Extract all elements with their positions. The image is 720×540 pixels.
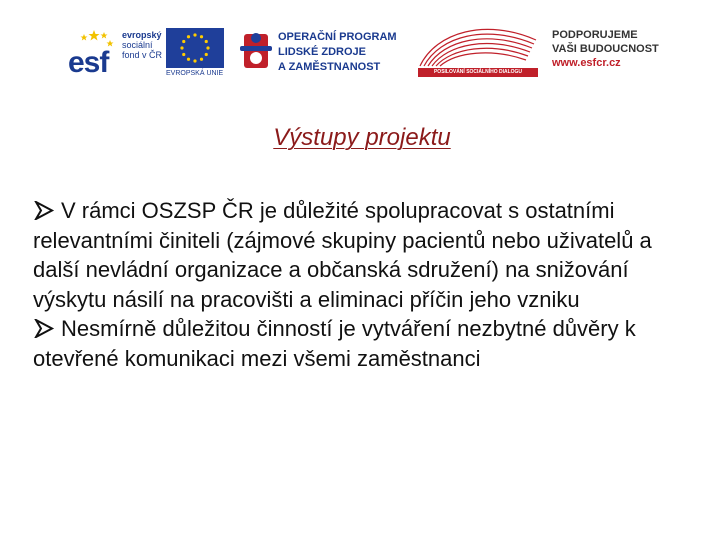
eu-star-icon: [187, 35, 190, 38]
op-lzz-logo: [238, 28, 408, 78]
op-lzz-text: [278, 30, 397, 75]
op-line-3: A ZAMĚSTNANOST: [278, 61, 381, 73]
bullet-text: Nesmírně důležitou činností je vytváření nezbytné důvěry k otevřené komunikaci mezi všemi zaměstnanci: [33, 316, 636, 371]
social-dialogue-logo: [416, 22, 540, 78]
eu-star-icon: [206, 46, 209, 49]
logo-bar: [0, 0, 720, 90]
eu-logo: [166, 28, 226, 80]
social-dialogue-label: POSILOVÁNÍ SOCIÁLNÍHO DIALOGU: [418, 68, 538, 77]
op-line-2: LIDSKÉ ZDROJE: [278, 46, 367, 58]
eu-star-icon: [205, 53, 208, 56]
bullet-item: [33, 196, 693, 314]
bullet-text: V rámci OSZSP ČR je důležité spolupracovat s ostatními relevantními činiteli (zájmové skupiny pacientů nebo uživatelů a další nevládní organizace a občanská sdružení) na snižování výskytu násilí na pracovišti a eliminaci příčin jeho vzniku: [33, 198, 652, 312]
eu-star-icon: [182, 53, 185, 56]
esf-wordmark: esf: [68, 46, 109, 79]
eu-star-icon: [205, 40, 208, 43]
esf-logo: [66, 24, 166, 80]
eu-star-icon: [200, 35, 203, 38]
esf-small-text: [122, 30, 172, 60]
slogan-url: www.esfcr.cz: [552, 57, 621, 69]
eu-star-icon: [200, 58, 203, 61]
eu-star-icon: [193, 33, 196, 36]
slide-body: [33, 196, 693, 373]
eu-label: EVROPSKÁ UNIE: [166, 70, 224, 77]
eu-star-icon: [193, 59, 196, 62]
social-dialogue-logo-icon: [416, 22, 540, 68]
slogan-line-2: VAŠI BUDOUCNOST: [552, 43, 659, 55]
eu-star-icon: [187, 58, 190, 61]
op-line-1: OPERAČNÍ PROGRAM: [278, 31, 397, 43]
op-lzz-logo-icon: [238, 28, 274, 76]
esf-line-1: evropský: [122, 30, 162, 40]
eu-flag-icon: [166, 28, 224, 68]
slogan-line-1: PODPORUJEME: [552, 29, 638, 41]
eu-star-icon: [180, 46, 183, 49]
bullet-item: [33, 314, 693, 373]
esf-line-2: sociální: [122, 40, 153, 50]
slide-title-text: Výstupy projektu: [273, 124, 451, 151]
eu-star-icon: [182, 40, 185, 43]
eu-stars-icon: [166, 28, 224, 68]
arrow-bullet-icon: [33, 319, 55, 338]
slide-title: [0, 116, 720, 153]
slogan: [552, 28, 659, 70]
arrow-bullet-icon: [33, 201, 55, 220]
esf-line-3: fond v ČR: [122, 50, 163, 60]
